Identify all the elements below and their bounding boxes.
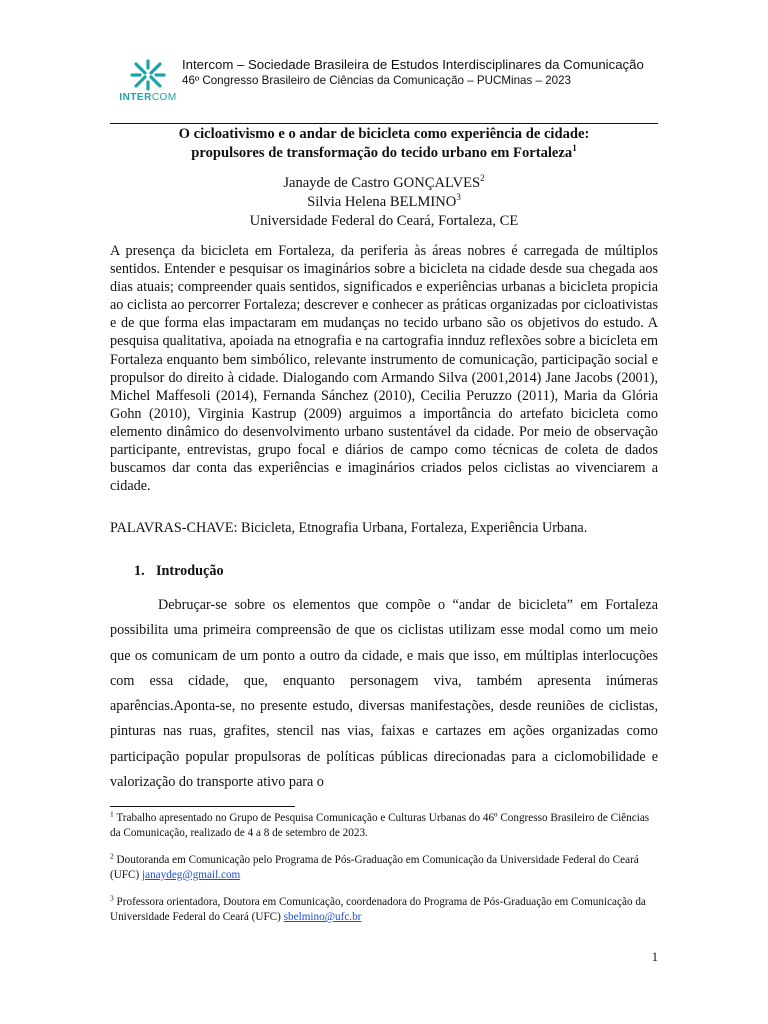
footnote-3: $^3$ Professora orientadora, Doutora em Comunicação, coordenadora do Programa de Pós-Graduação em Comunicação da Universidade Federal do Ceará (UFC) sbelmino@ufc.br [110,893,646,923]
authors-block [110,174,658,231]
section-number: 1. [134,563,145,579]
footnote-2: $^2$ Doutoranda em Comunicação pelo Programa de Pós-Graduação em Comunicação da Universidade Federal do Ceará (UFC) janaydeg@gmail.com [110,851,639,881]
author-1-email-link[interactable]: janaydeg@gmail.com [142,868,241,881]
author-2-footnote-ref[interactable]: 3 [456,192,461,203]
page-number: 1 [651,950,658,964]
conference-header [118,54,678,106]
author-2-email-link[interactable]: sbelmino@ufc.br [283,910,362,923]
author-1: Janayde de Castro GONÇALVES$^2$ [283,173,485,191]
affiliation: Universidade Federal do Ceará, Fortaleza, CE [249,213,519,229]
author-2: Silvia Helena BELMINO$^3$ [307,192,461,210]
paper-title [110,125,658,163]
title-divider [110,123,658,124]
section-heading-introduction [134,562,534,580]
header-congress-name: 46º Congresso Brasileiro de Ciências da Comunicação – PUCMinas – 2023 [182,74,571,87]
paper-title-line2: propulsores de transformação do tecido urbano em Fortaleza$^1$ [191,143,577,161]
header-society-name: Intercom – Sociedade Brasileira de Estudos Interdisciplinares da Comunicação [182,57,644,72]
footnote-1: $^1$ Trabalho apresentado no Grupo de Pesquisa Comunicação e Culturas Urbanas do 46º Congresso Brasileiro de Ciências da Comunicação, realizado de 4 a 8 de setembro de 2023. [110,809,650,839]
author-1-footnote-ref[interactable]: 2 [480,173,485,184]
keywords-list: : Bicicleta, Etnografia Urbana, Fortaleza, Experiência Urbana. [233,520,588,536]
section-title: Introdução [156,563,224,579]
intercom-logo-icon [118,58,178,92]
footnotes [110,811,658,938]
footnote-divider [110,806,295,807]
title-footnote-ref[interactable]: 1 [572,143,577,154]
intercom-logo-wordmark: INTERCOM [119,92,177,103]
header-text [182,56,644,88]
abstract: A presença da bicicleta em Fortaleza, da periferia às áreas nobres é carregada de múltiplos sentidos. Entender e pesquisar os imaginários sobre a bicicleta na cidade desde sua chegada aos dias atuais; compreender quais sentidos, significados e experiências urbanas a bicicleta propicia ao ciclista ao percorrer Fortaleza; descrever e conhecer as práticas organizadas por cicloativistas e de que forma elas impactaram em mudanças no tecido urbano são os objetivos do estudo. A pesquisa qualitativa, apoiada na etnografia e na cartografia innduz reflexões sobre a bicicleta em Fortaleza enquanto bem simbólico, relevante instrumento de comunicação, participação social e propulsor do direito à cidade. Dialogando com Armando Silva (2001,2014) Jane Jacobs (2001), Michel Maffesoli (2014), Fernanda Sánchez (2010), Cecilia Peruzzo (2011), Maria da Glória Gohn (2010), Virginia Kastrup (2009) arguimos a importância do artefato bicicleta como elemento dinâmico do desenvolvimento urbano sustentável da cidade. Por meio de observação participante, entrevistas, grupo focal e diários de campo como técnicas de coleta de dados buscamos dar conta das experiências e imaginários criados pelos ciclistas ao vivenciarem a cidade. [110,243,658,495]
paper-title-line1: O cicloativismo e o andar de bicicleta como experiência de cidade: [178,126,590,142]
intercom-logo [118,58,178,106]
introduction-paragraph: Debruçar-se sobre os elementos que compõe o “andar de bicicleta” em Fortaleza possibilita uma primeira compreensão de que os ciclistas utilizam esse modal como um meio que os comunicam de um ponto a outro da cidade, e mais que isso, em múltiplas interlocuções com essa cidade, que, enquanto personagem viva, também apresenta inúmeras aparências.Aponta-se, no presente estudo, diversas manifestações, desde reuniões de ciclistas, pinturas nas ruas, grafites, stencil nas vias, faixas e cartazes em ações organizadas como participação popular propulsoras de políticas públicas direcionadas para a ciclomobilidade e valorização do transporte ativo para o [110,597,658,791]
keywords [110,519,658,537]
keywords-label: PALAVRAS-CHAVE [110,520,234,536]
